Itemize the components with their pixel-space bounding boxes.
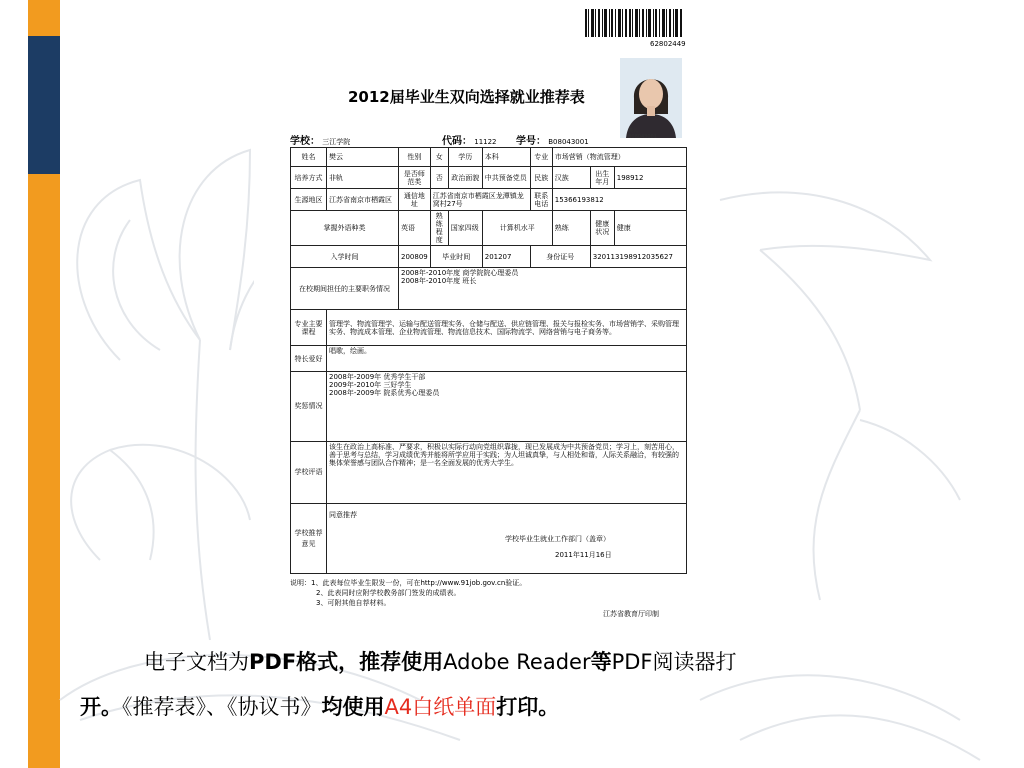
political-value: 中共预备党员 (482, 167, 530, 189)
evaluation-label: 学校评语 (291, 442, 327, 504)
school-label: 学校： (290, 136, 320, 147)
ethnicity-label: 民族 (530, 167, 552, 189)
origin-label: 生源地区 (291, 189, 327, 211)
normal-student-value: 否 (430, 167, 448, 189)
idcard-value: 320113198912035627 (590, 246, 686, 268)
education-label: 学历 (448, 148, 482, 167)
recommend-text: 同意推荐 (329, 511, 357, 519)
normal-student-label: 是否师范类 (399, 167, 431, 189)
proficiency-value: 国家四级 (448, 211, 482, 246)
caption-segment: A4白纸单面 (384, 695, 497, 719)
recommendation-form-table (290, 147, 687, 574)
birth-label: 出生年月 (590, 167, 614, 189)
phone-label: 联系电话 (530, 189, 552, 211)
award-line: 2009年-2010年 三好学生 (329, 381, 412, 389)
caption-segment: 均使用 (321, 695, 385, 719)
caption-segment: 开。 (80, 695, 122, 719)
caption-segment: Adobe Reader (443, 650, 591, 674)
award-line: 2008年-2009年 院系优秀心理委员 (329, 389, 440, 397)
code-label: 代码： (442, 136, 472, 147)
caption-line-1 (80, 640, 960, 685)
awards-value (327, 372, 687, 442)
origin-value: 江苏省南京市栖霞区 (327, 189, 399, 211)
printed-by: 江苏省教育厅印制 (603, 610, 659, 618)
phone-value: 15366193812 (552, 189, 686, 211)
education-value: 本科 (482, 148, 530, 167)
gender-label: 性别 (399, 148, 431, 167)
ethnicity-value: 汉族 (552, 167, 590, 189)
training-label: 培养方式 (291, 167, 327, 189)
form-title: 2012届毕业生双向选择就业推荐表 (348, 88, 585, 106)
idcard-label: 身份证号 (530, 246, 590, 268)
student-id-field (516, 132, 589, 147)
language-value: 英语 (399, 211, 431, 246)
photo-caption-name: 樊云 (628, 128, 639, 134)
gender-value: 女 (430, 148, 448, 167)
post-line: 2008年-2010年度 班长 (401, 277, 477, 285)
photo-caption-id: B08043001 (628, 134, 657, 140)
photo-caption (628, 128, 657, 140)
name-label: 姓名 (291, 148, 327, 167)
slide-caption (80, 640, 960, 730)
code-field (442, 132, 497, 147)
computer-value: 熟练 (552, 211, 590, 246)
proficiency-label: 熟练程度 (430, 211, 448, 246)
health-value: 健康 (614, 211, 686, 246)
evaluation-value: 该生在政治上高标准、严要求，积极以实际行动向党组织靠拢，现已发展成为中共预备党员；学习上，刻苦用心，善于思考与总结，学习成绩优秀并能将所学应用于实践；为人坦诚真挚，与人相处和谐，人际关系融洽，有较强的集体荣誉感与团队合作精神；是一名全面发展的优秀大学生。 (327, 442, 687, 504)
major-label: 专业 (530, 148, 552, 167)
caption-segment: PDF格式，推荐使用 (249, 650, 444, 674)
address-value: 江苏省南京市栖霞区龙潭镇龙窝村27号 (430, 189, 530, 211)
student-id-value: B08043001 (548, 138, 589, 146)
recommend-label: 学校推荐意见 (291, 504, 327, 574)
enroll-label: 入学时间 (291, 246, 399, 268)
form-notes (290, 578, 526, 608)
barcode-number: 62802449 (650, 40, 686, 48)
code-value: 11122 (474, 138, 497, 146)
award-line: 2008年-2009年 优秀学生干部 (329, 373, 426, 381)
enroll-value: 200809 (399, 246, 431, 268)
computer-label: 计算机水平 (482, 211, 552, 246)
political-label: 政治面貌 (448, 167, 482, 189)
major-value: 市场营销（物流管理） (552, 148, 686, 167)
posts-label: 在校期间担任的主要职务情况 (291, 268, 399, 310)
caption-segment: 《推荐表》、《协议书》 (122, 695, 322, 719)
name-value: 樊云 (327, 148, 399, 167)
portrait-icon (620, 58, 682, 138)
caption-line-2 (80, 685, 960, 730)
note-line: 2、此表同时应附学校教务部门签发的成绩表。 (316, 589, 461, 597)
barcode-icon (585, 9, 683, 37)
caption-segment: 等 (590, 650, 612, 674)
address-label: 通信地址 (399, 189, 431, 211)
note-line: 说明：1、此表每位毕业生限发一份，可在http://www.91job.gov.cn验证。 (290, 579, 527, 587)
graduate-label: 毕业时间 (430, 246, 482, 268)
graduate-value: 201207 (482, 246, 530, 268)
recommend-date: 2011年11月16日 (555, 551, 612, 559)
recommend-value (327, 504, 687, 574)
caption-segment: 打印。 (496, 695, 560, 719)
courses-label: 专业主要课程 (291, 310, 327, 346)
dept-stamp-text: 学校毕业生就业工作部门（盖章） (505, 535, 610, 543)
hobbies-label: 特长爱好 (291, 346, 327, 372)
birth-value: 198912 (614, 167, 686, 189)
caption-segment: 阅读器打 (652, 650, 737, 674)
student-photo (620, 58, 682, 138)
note-line: 3、可附其他自荐材料。 (316, 599, 391, 607)
posts-value (399, 268, 687, 310)
courses-value: 管理学、物流管理学、运输与配送管理实务、仓储与配送、供应链管理、报关与报检实务、市场营销学、采购管理实务、物流成本管理、企业物流管理、物流信息技术、国际物流学、网络营销与电子商务等。 (327, 310, 687, 346)
school-field (290, 132, 350, 147)
school-value: 三江学院 (322, 138, 351, 146)
language-label: 掌握外语种类 (291, 211, 399, 246)
hobbies-value: 唱歌，绘画。 (327, 346, 687, 372)
caption-segment: 电子文档为 (144, 650, 249, 674)
caption-segment: PDF (611, 650, 653, 674)
health-label: 健康状况 (590, 211, 614, 246)
awards-label: 奖惩情况 (291, 372, 327, 442)
training-value: 非轨 (327, 167, 399, 189)
post-line: 2008年-2010年度 商学院院心理委员 (401, 269, 519, 277)
student-id-label: 学号： (516, 136, 546, 147)
